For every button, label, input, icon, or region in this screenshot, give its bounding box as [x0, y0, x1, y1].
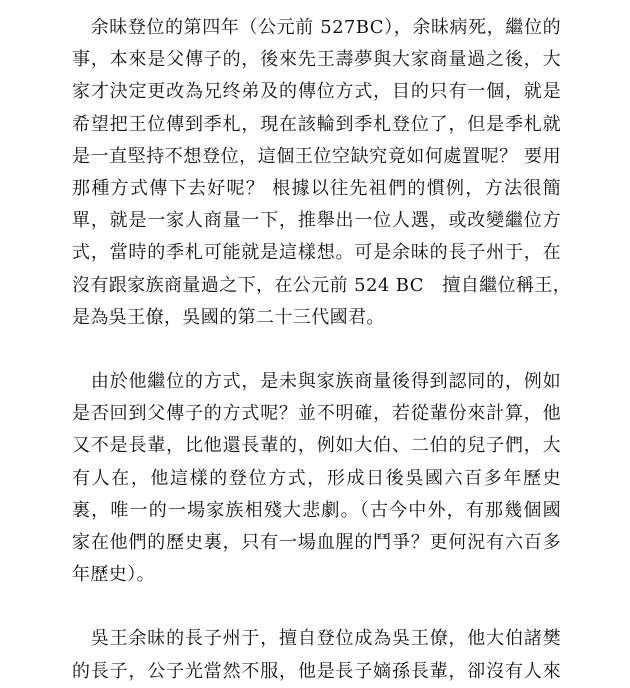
- paragraph-spacer: [72, 591, 561, 623]
- text-line: 家在他們的歷史裏，只有一場血腥的鬥爭？更何況有六百多: [72, 532, 561, 554]
- text-line: 年歷史）。: [72, 564, 155, 586]
- text-line: 由於他繼位的方式，是未與家族商量後得到認同的，例如: [72, 371, 561, 393]
- paragraph-spacer: [72, 334, 561, 366]
- text-line: 是一直堅持不想登位，這個王位空缺究竟如何處置呢？ 要用: [72, 145, 561, 167]
- text-line: 沒有跟家族商量過之下，在公元前 524 BC 擅自繼位稱王，: [72, 274, 572, 296]
- text-line: 是否回到父傳子的方式呢？並不明確，若從輩份來計算，他: [72, 403, 561, 425]
- text-line: 是為吳王僚，吳國的第二十三代國君。: [72, 306, 385, 328]
- text-line: 吳王余昧的長子州于，擅自登位成為吳王僚，他大伯諸樊: [72, 628, 561, 650]
- text-line: 那種方式傳下去好呢？ 根據以往先祖們的慣例，方法很簡: [72, 178, 561, 200]
- text-line: 希望把王位傳到季札，現在該輪到季札登位了，但是季札就: [72, 113, 561, 135]
- paragraph-1: [72, 12, 572, 334]
- text-line: 的長子，公子光當然不服，他是長子嫡孫長輩，卻沒有人來: [72, 660, 561, 682]
- text-line: 家才決定更改為兄终弟及的傳位方式，目的只有一個，就是: [72, 81, 561, 103]
- text-line: 有人在，他這樣的登位方式，形成日後吳國六百多年歷史: [72, 467, 561, 489]
- paragraph-2: [72, 366, 561, 591]
- text-line: 單，就是一家人商量一下，推舉出一位人選，或改變繼位方: [72, 210, 561, 232]
- text-line: 式，當時的季札可能就是這樣想。可是余昧的長子州于，在: [72, 242, 561, 264]
- text-line: 裏，唯一的一場家族相殘大悲劇。（古今中外，有那幾個國: [72, 499, 561, 521]
- paragraph-3: [72, 623, 561, 687]
- text-line: 事，本來是父傳子的，後來先王壽夢與大家商量過之後，大: [72, 49, 561, 71]
- text-line: 又不是長輩，比他還長輩的，例如大伯、二伯的兒子們，大: [72, 435, 561, 457]
- text-line: 余昧登位的第四年（公元前 527BC），余昧病死，繼位的: [72, 17, 561, 38]
